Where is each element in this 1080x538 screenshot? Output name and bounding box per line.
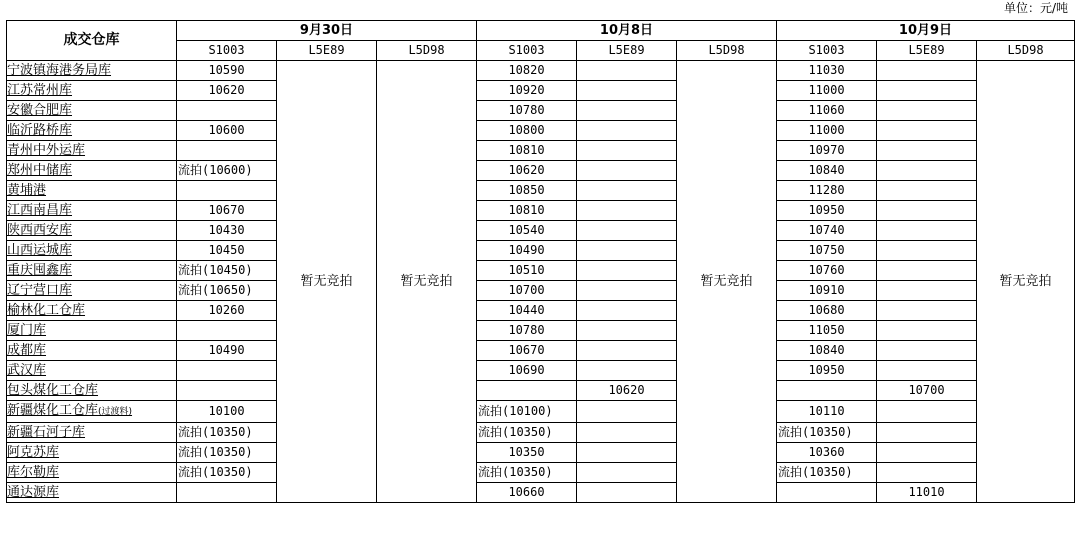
warehouse-name bbox=[7, 201, 177, 221]
price-cell bbox=[877, 443, 977, 463]
price-cell bbox=[877, 401, 977, 423]
warehouse-label: 通达源库 bbox=[7, 485, 60, 500]
warehouse-label: 新疆石河子库 bbox=[7, 425, 86, 440]
warehouse-label: 山西运城库 bbox=[7, 243, 73, 258]
price-cell: 10450 bbox=[177, 241, 277, 261]
table-row bbox=[7, 81, 1075, 101]
warehouse-label: 辽宁营口库 bbox=[7, 283, 73, 298]
price-cell bbox=[577, 443, 677, 463]
warehouse-name bbox=[7, 401, 177, 423]
grade-header: L5E89 bbox=[877, 41, 977, 61]
grade-header: S1003 bbox=[177, 41, 277, 61]
price-cell: 10490 bbox=[477, 241, 577, 261]
table-row bbox=[7, 301, 1075, 321]
price-cell: 10590 bbox=[177, 61, 277, 81]
price-cell bbox=[577, 61, 677, 81]
price-cell: 10600 bbox=[177, 121, 277, 141]
price-cell: 10440 bbox=[477, 301, 577, 321]
price-cell bbox=[877, 161, 977, 181]
price-cell bbox=[577, 321, 677, 341]
price-cell bbox=[577, 301, 677, 321]
price-cell bbox=[577, 181, 677, 201]
table-row bbox=[7, 281, 1075, 301]
warehouse-label: 库尔勒库 bbox=[7, 465, 60, 480]
warehouse-name bbox=[7, 141, 177, 161]
price-cell bbox=[577, 423, 677, 443]
price-cell bbox=[177, 483, 277, 503]
grade-header: L5D98 bbox=[677, 41, 777, 61]
price-cell: 10750 bbox=[777, 241, 877, 261]
warehouse-name bbox=[7, 241, 177, 261]
price-cell bbox=[177, 181, 277, 201]
warehouse-note: (过渡料) bbox=[98, 407, 133, 417]
grade-header: L5D98 bbox=[977, 41, 1075, 61]
price-cell: 10660 bbox=[477, 483, 577, 503]
warehouse-name bbox=[7, 181, 177, 201]
price-cell bbox=[177, 361, 277, 381]
price-cell bbox=[877, 321, 977, 341]
price-cell bbox=[877, 221, 977, 241]
price-cell: 10760 bbox=[777, 261, 877, 281]
warehouse-name bbox=[7, 443, 177, 463]
table-row bbox=[7, 241, 1075, 261]
price-cell: 10680 bbox=[777, 301, 877, 321]
price-cell: 10840 bbox=[777, 161, 877, 181]
warehouse-name bbox=[7, 381, 177, 401]
price-cell bbox=[177, 381, 277, 401]
warehouse-label: 安徽合肥库 bbox=[7, 103, 73, 118]
auction-price-table bbox=[6, 20, 1075, 503]
table-row bbox=[7, 341, 1075, 361]
price-cell bbox=[877, 181, 977, 201]
price-cell: 10810 bbox=[477, 141, 577, 161]
table-row bbox=[7, 181, 1075, 201]
price-cell: 流拍(10650) bbox=[177, 281, 277, 301]
unit-label: 单位：元/吨 bbox=[1003, 1, 1068, 15]
warehouse-name bbox=[7, 121, 177, 141]
price-cell: 11280 bbox=[777, 181, 877, 201]
price-cell bbox=[877, 301, 977, 321]
price-cell: 10920 bbox=[477, 81, 577, 101]
warehouse-name bbox=[7, 463, 177, 483]
price-cell: 10110 bbox=[777, 401, 877, 423]
price-cell: 10510 bbox=[477, 261, 577, 281]
price-cell bbox=[777, 381, 877, 401]
price-cell bbox=[577, 463, 677, 483]
warehouse-label: 包头煤化工仓库 bbox=[7, 383, 99, 398]
price-cell bbox=[577, 241, 677, 261]
price-cell bbox=[877, 463, 977, 483]
price-cell: 流拍(10350) bbox=[177, 463, 277, 483]
price-cell bbox=[877, 61, 977, 81]
table-row bbox=[7, 463, 1075, 483]
warehouse-label: 新疆煤化工仓库 bbox=[7, 403, 99, 418]
price-cell: 10800 bbox=[477, 121, 577, 141]
table-row bbox=[7, 221, 1075, 241]
warehouse-label: 郑州中储库 bbox=[7, 163, 73, 178]
warehouse-name bbox=[7, 301, 177, 321]
date-header: 9月30日 bbox=[177, 21, 477, 41]
warehouse-name bbox=[7, 423, 177, 443]
table-row bbox=[7, 101, 1075, 121]
price-cell: 11000 bbox=[777, 121, 877, 141]
price-cell: 流拍(10350) bbox=[477, 463, 577, 483]
price-cell bbox=[577, 121, 677, 141]
grade-header: S1003 bbox=[777, 41, 877, 61]
warehouse-name bbox=[7, 281, 177, 301]
no-auction-cell: 暂无竞拍 bbox=[677, 61, 777, 503]
price-cell bbox=[577, 141, 677, 161]
no-auction-cell: 暂无竞拍 bbox=[277, 61, 377, 503]
warehouse-label: 青州中外运库 bbox=[7, 143, 86, 158]
price-cell: 流拍(10600) bbox=[177, 161, 277, 181]
no-auction-cell: 暂无竞拍 bbox=[977, 61, 1075, 503]
warehouse-label: 成都库 bbox=[7, 343, 47, 358]
warehouse-name bbox=[7, 161, 177, 181]
price-cell bbox=[577, 341, 677, 361]
warehouse-label: 江西南昌库 bbox=[7, 203, 73, 218]
price-cell: 10350 bbox=[477, 443, 577, 463]
price-cell: 10950 bbox=[777, 201, 877, 221]
table-row bbox=[7, 423, 1075, 443]
table-row bbox=[7, 381, 1075, 401]
table-row bbox=[7, 401, 1075, 423]
price-cell: 10780 bbox=[477, 321, 577, 341]
price-cell bbox=[877, 121, 977, 141]
price-cell: 流拍(10350) bbox=[177, 443, 277, 463]
price-cell bbox=[577, 201, 677, 221]
date-header: 10月9日 bbox=[777, 21, 1075, 41]
price-cell: 10490 bbox=[177, 341, 277, 361]
price-cell: 流拍(10100) bbox=[477, 401, 577, 423]
price-cell bbox=[877, 423, 977, 443]
price-cell bbox=[577, 161, 677, 181]
price-cell: 10810 bbox=[477, 201, 577, 221]
warehouse-label: 武汉库 bbox=[7, 363, 47, 378]
price-cell: 10100 bbox=[177, 401, 277, 423]
price-cell: 11030 bbox=[777, 61, 877, 81]
date-header: 10月8日 bbox=[477, 21, 777, 41]
price-cell: 10950 bbox=[777, 361, 877, 381]
price-cell: 10700 bbox=[477, 281, 577, 301]
price-cell: 11060 bbox=[777, 101, 877, 121]
table-row bbox=[7, 321, 1075, 341]
table-row bbox=[7, 141, 1075, 161]
warehouse-label: 阿克苏库 bbox=[7, 445, 60, 460]
price-cell bbox=[877, 281, 977, 301]
table-row bbox=[7, 121, 1075, 141]
table-row bbox=[7, 261, 1075, 281]
warehouse-name bbox=[7, 101, 177, 121]
price-cell bbox=[177, 321, 277, 341]
table-row bbox=[7, 483, 1075, 503]
price-cell bbox=[577, 361, 677, 381]
warehouse-name bbox=[7, 261, 177, 281]
price-cell: 10910 bbox=[777, 281, 877, 301]
price-cell bbox=[777, 483, 877, 503]
price-cell bbox=[877, 81, 977, 101]
price-cell: 10820 bbox=[477, 61, 577, 81]
price-cell: 10850 bbox=[477, 181, 577, 201]
warehouse-name bbox=[7, 483, 177, 503]
warehouse-label: 江苏常州库 bbox=[7, 83, 73, 98]
warehouse-label: 黄埔港 bbox=[7, 183, 47, 198]
price-cell: 10970 bbox=[777, 141, 877, 161]
price-cell: 10700 bbox=[877, 381, 977, 401]
grade-header: L5E89 bbox=[277, 41, 377, 61]
price-cell bbox=[577, 81, 677, 101]
price-cell: 11050 bbox=[777, 321, 877, 341]
warehouse-name bbox=[7, 81, 177, 101]
price-cell bbox=[877, 341, 977, 361]
price-cell bbox=[877, 141, 977, 161]
price-cell: 10670 bbox=[177, 201, 277, 221]
price-cell: 流拍(10350) bbox=[477, 423, 577, 443]
price-cell: 11000 bbox=[777, 81, 877, 101]
price-cell bbox=[577, 221, 677, 241]
table-row bbox=[7, 201, 1075, 221]
price-cell bbox=[177, 141, 277, 161]
price-cell bbox=[877, 241, 977, 261]
table-row bbox=[7, 443, 1075, 463]
grade-header: S1003 bbox=[477, 41, 577, 61]
price-cell: 10740 bbox=[777, 221, 877, 241]
price-cell bbox=[477, 381, 577, 401]
price-cell: 10260 bbox=[177, 301, 277, 321]
table-body bbox=[7, 61, 1075, 503]
price-cell: 流拍(10350) bbox=[777, 423, 877, 443]
warehouse-name bbox=[7, 61, 177, 81]
warehouse-label: 厦门库 bbox=[7, 323, 47, 338]
warehouse-label: 重庆囤鑫库 bbox=[7, 263, 73, 278]
price-cell: 10690 bbox=[477, 361, 577, 381]
grade-header: L5E89 bbox=[577, 41, 677, 61]
table-row bbox=[7, 61, 1075, 81]
warehouse-name bbox=[7, 341, 177, 361]
price-cell: 10540 bbox=[477, 221, 577, 241]
price-cell bbox=[577, 261, 677, 281]
price-cell bbox=[877, 201, 977, 221]
price-cell: 10620 bbox=[577, 381, 677, 401]
price-cell: 11010 bbox=[877, 483, 977, 503]
price-cell: 10780 bbox=[477, 101, 577, 121]
price-cell: 流拍(10450) bbox=[177, 261, 277, 281]
price-cell: 流拍(10350) bbox=[777, 463, 877, 483]
no-auction-cell: 暂无竞拍 bbox=[377, 61, 477, 503]
price-cell: 10360 bbox=[777, 443, 877, 463]
price-cell bbox=[877, 101, 977, 121]
price-cell: 10670 bbox=[477, 341, 577, 361]
warehouse-label: 宁波镇海港务局库 bbox=[7, 63, 112, 78]
price-cell bbox=[877, 361, 977, 381]
price-cell bbox=[877, 261, 977, 281]
grade-header: L5D98 bbox=[377, 41, 477, 61]
warehouse-label: 陕西西安库 bbox=[7, 223, 73, 238]
table-row bbox=[7, 161, 1075, 181]
warehouse-name bbox=[7, 361, 177, 381]
price-cell: 10620 bbox=[477, 161, 577, 181]
price-cell: 10840 bbox=[777, 341, 877, 361]
warehouse-label: 临沂路桥库 bbox=[7, 123, 73, 138]
price-cell bbox=[577, 483, 677, 503]
price-cell: 10430 bbox=[177, 221, 277, 241]
warehouse-label: 榆林化工仓库 bbox=[7, 303, 86, 318]
price-cell: 10620 bbox=[177, 81, 277, 101]
price-cell bbox=[577, 401, 677, 423]
price-cell bbox=[177, 101, 277, 121]
price-cell: 流拍(10350) bbox=[177, 423, 277, 443]
warehouse-name bbox=[7, 221, 177, 241]
price-cell bbox=[577, 101, 677, 121]
price-cell bbox=[577, 281, 677, 301]
warehouse-name bbox=[7, 321, 177, 341]
warehouse-column-header: 成交仓库 bbox=[7, 21, 177, 61]
header-date-row bbox=[7, 21, 1075, 41]
table-row bbox=[7, 361, 1075, 381]
